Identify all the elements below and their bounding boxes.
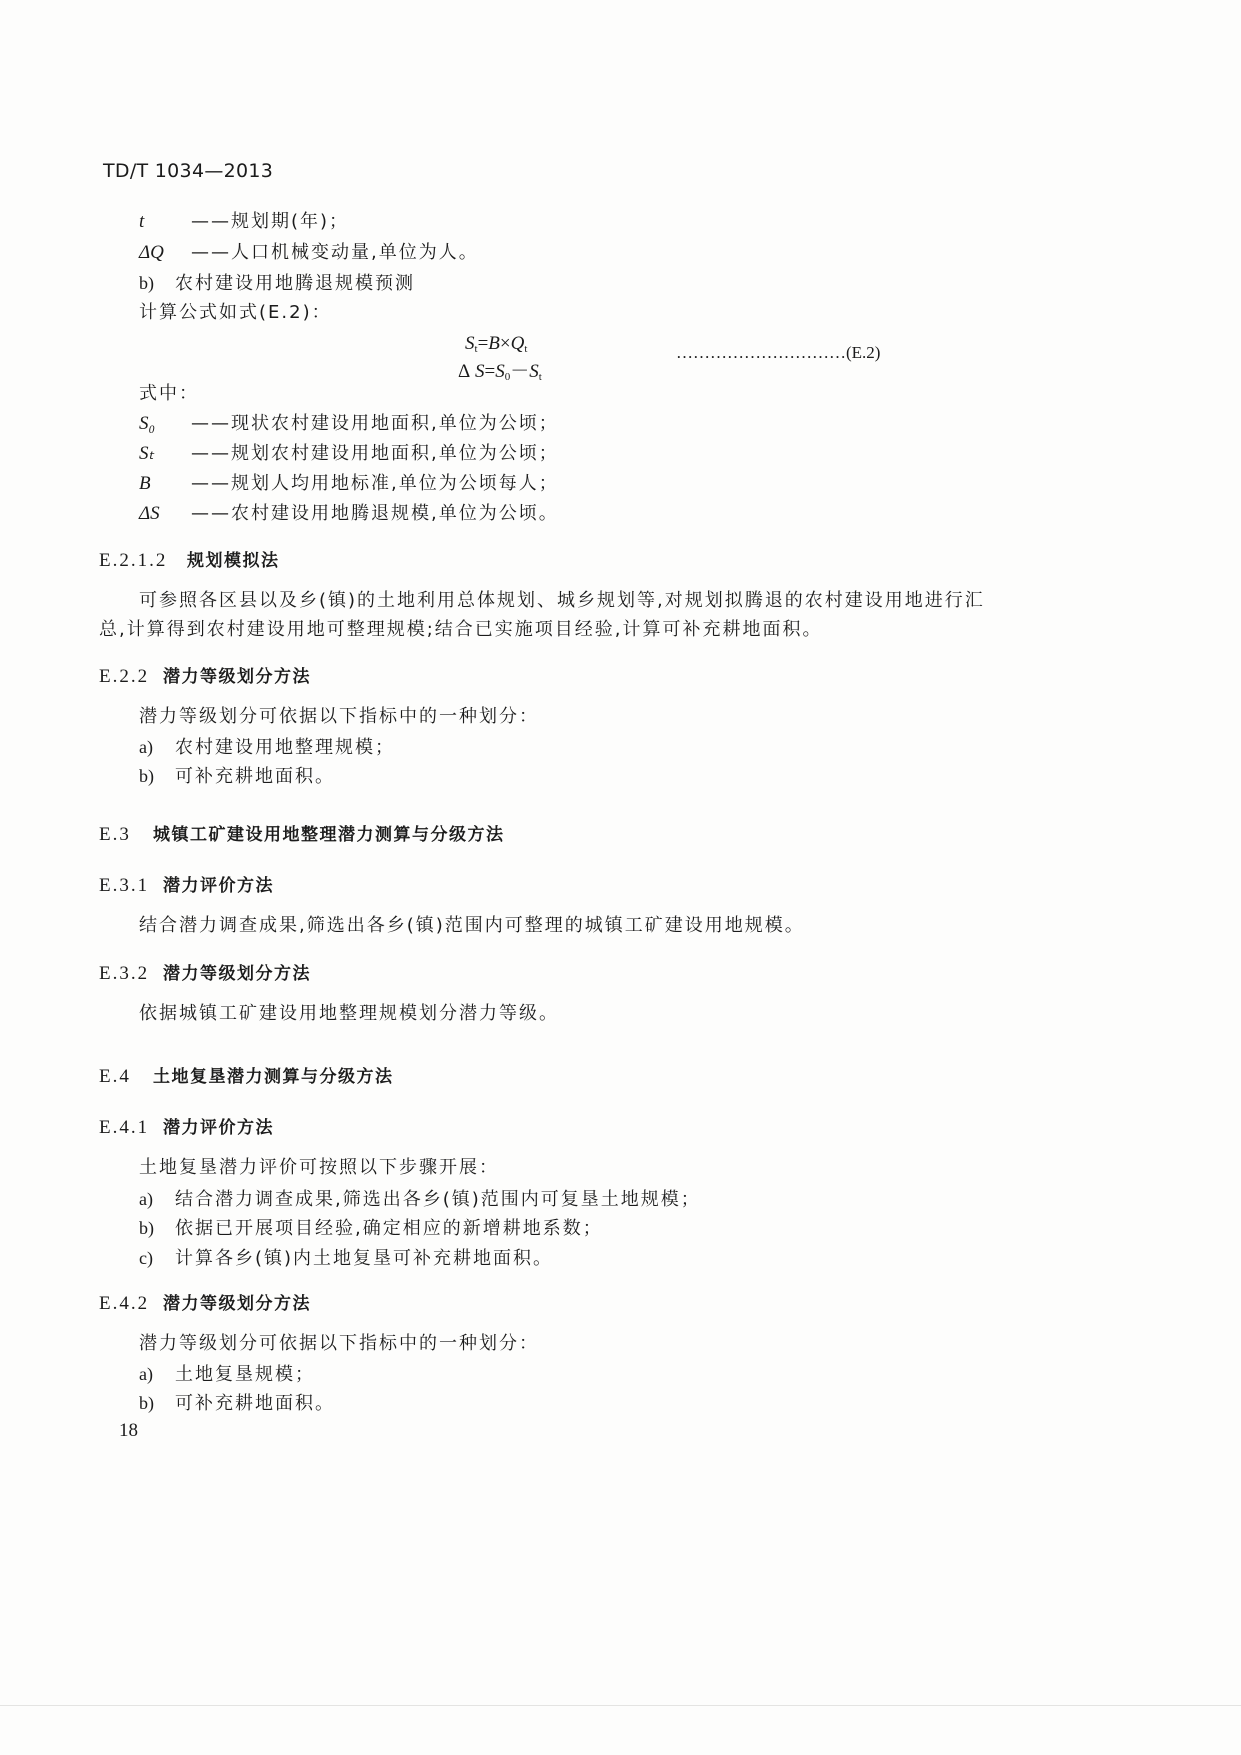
section-title: 潜力等级划分方法 <box>163 1294 311 1314</box>
list-marker: b) <box>139 273 154 293</box>
section-number: E.2.2 <box>99 666 150 687</box>
paragraph-intro: 潜力等级划分可依据以下指标中的一种划分： <box>139 1333 539 1354</box>
formula-label: …………………………(E.2) <box>676 343 881 362</box>
section-title: 城镇工矿建设用地整理潜力测算与分级方法 <box>153 825 505 845</box>
definition-delta-s <box>139 501 559 527</box>
list-item-b <box>139 270 415 297</box>
section-heading-e22 <box>99 662 311 688</box>
list-marker: b) <box>139 1218 154 1238</box>
definition-t <box>139 209 349 235</box>
definition-text: ——规划人均用地标准,单位为公顷每人； <box>191 473 559 494</box>
symbol: ΔS <box>139 503 160 524</box>
symbol: B <box>139 473 151 494</box>
formula-var: S <box>465 333 475 354</box>
definition-text: ——人口机械变动量,单位为人。 <box>191 242 479 263</box>
operator: × <box>499 333 511 354</box>
section-heading-e4 <box>99 1062 394 1088</box>
formula-line-2 <box>458 356 542 383</box>
symbol: t <box>139 211 145 232</box>
subscript: t <box>524 343 528 355</box>
definition-text: ——规划农村建设用地面积,单位为公顷； <box>191 443 559 464</box>
section-title: 潜力评价方法 <box>163 1118 274 1138</box>
section-number: E.4.2 <box>99 1293 150 1314</box>
list-text: 土地复垦规模； <box>175 1364 315 1385</box>
formula-var: B <box>488 333 500 354</box>
list-text: 可补充耕地面积。 <box>175 766 335 787</box>
operator: = <box>484 361 496 382</box>
where-label: 式中： <box>139 383 199 404</box>
section-title: 潜力评价方法 <box>163 876 274 896</box>
list-text: 计算各乡(镇)内土地复垦可补充耕地面积。 <box>175 1248 554 1269</box>
section-title: 规划模拟法 <box>187 551 280 571</box>
page-number: 18 <box>119 1420 138 1441</box>
subscript: 0 <box>504 371 511 383</box>
list-marker: c) <box>139 1248 153 1268</box>
paragraph-line: 可参照各区县以及乡(镇)的土地利用总体规划、城乡规划等,对规划拟腾退的农村建设用地进行汇 <box>139 590 985 611</box>
list-marker: a) <box>139 1189 153 1209</box>
section-heading-e31 <box>99 871 274 897</box>
operator: Δ <box>458 361 471 382</box>
definition-b <box>139 471 559 497</box>
section-title: 潜力等级划分方法 <box>163 667 311 687</box>
formula-intro: 计算公式如式(E.2)： <box>139 302 332 323</box>
section-number: E.2.1.2 <box>99 550 168 571</box>
paragraph-line: 总,计算得到农村建设用地可整理规模;结合已实施项目经验,计算可补充耕地面积。 <box>99 619 823 640</box>
section-heading-e42 <box>99 1289 311 1315</box>
section-heading-e32 <box>99 959 311 985</box>
list-text: 农村建设用地腾退规模预测 <box>175 273 415 294</box>
definition-text: ——现状农村建设用地面积,单位为公顷； <box>191 413 559 434</box>
document-code: TD/T 1034—2013 <box>103 160 274 182</box>
formula-var: S <box>474 361 485 382</box>
list-text: 结合潜力调查成果,筛选出各乡(镇)范围内可复垦土地规模； <box>175 1189 701 1210</box>
scan-edge-divider <box>0 1705 1241 1706</box>
paragraph-intro: 土地复垦潜力评价可按照以下步骤开展： <box>139 1157 499 1178</box>
section-number: E.4 <box>99 1066 131 1087</box>
operator: = <box>477 333 489 354</box>
definition-delta-q <box>139 240 479 266</box>
section-number: E.3.2 <box>99 963 150 984</box>
list-marker: b) <box>139 766 154 786</box>
list-marker: b) <box>139 1393 154 1413</box>
list-marker: a) <box>139 737 153 757</box>
formula-var: S <box>529 361 539 382</box>
section-heading-e41 <box>99 1113 274 1139</box>
subscript: t <box>474 343 478 355</box>
list-item <box>139 1245 553 1272</box>
section-heading-e212 <box>99 546 280 572</box>
list-text: 可补充耕地面积。 <box>175 1393 335 1414</box>
section-number: E.3.1 <box>99 875 150 896</box>
definition-text: ——规划期(年)； <box>191 211 350 232</box>
symbol: Sₜ <box>139 443 155 464</box>
section-title: 土地复垦潜力测算与分级方法 <box>153 1067 394 1087</box>
list-item <box>139 1390 335 1417</box>
list-marker: a) <box>139 1364 153 1384</box>
list-text: 依据已开展项目经验,确定相应的新增耕地系数； <box>175 1218 603 1239</box>
formula-var: Q <box>510 333 525 354</box>
list-item <box>139 1361 315 1388</box>
list-item <box>139 1186 701 1213</box>
formula-var: S <box>495 361 505 382</box>
paragraph: 依据城镇工矿建设用地整理规模划分潜力等级。 <box>139 1003 559 1024</box>
section-heading-e3 <box>99 820 505 846</box>
formula-line-1 <box>465 333 527 355</box>
list-item <box>139 763 335 790</box>
paragraph: 结合潜力调查成果,筛选出各乡(镇)范围内可整理的城镇工矿建设用地规模。 <box>139 915 805 936</box>
section-number: E.4.1 <box>99 1117 150 1138</box>
symbol: S₀ <box>139 413 156 434</box>
section-number: E.3 <box>99 824 131 845</box>
subscript: t <box>538 371 542 383</box>
definition-text: ——农村建设用地腾退规模,单位为公顷。 <box>191 503 559 524</box>
list-text: 农村建设用地整理规模； <box>175 737 395 758</box>
definition-st <box>139 441 559 467</box>
definition-s0 <box>139 411 559 437</box>
section-title: 潜力等级划分方法 <box>163 964 311 984</box>
symbol: ΔQ <box>139 242 164 263</box>
paragraph-intro: 潜力等级划分可依据以下指标中的一种划分： <box>139 706 539 727</box>
list-item <box>139 1215 603 1242</box>
operator: － <box>510 361 530 382</box>
list-item <box>139 734 395 761</box>
